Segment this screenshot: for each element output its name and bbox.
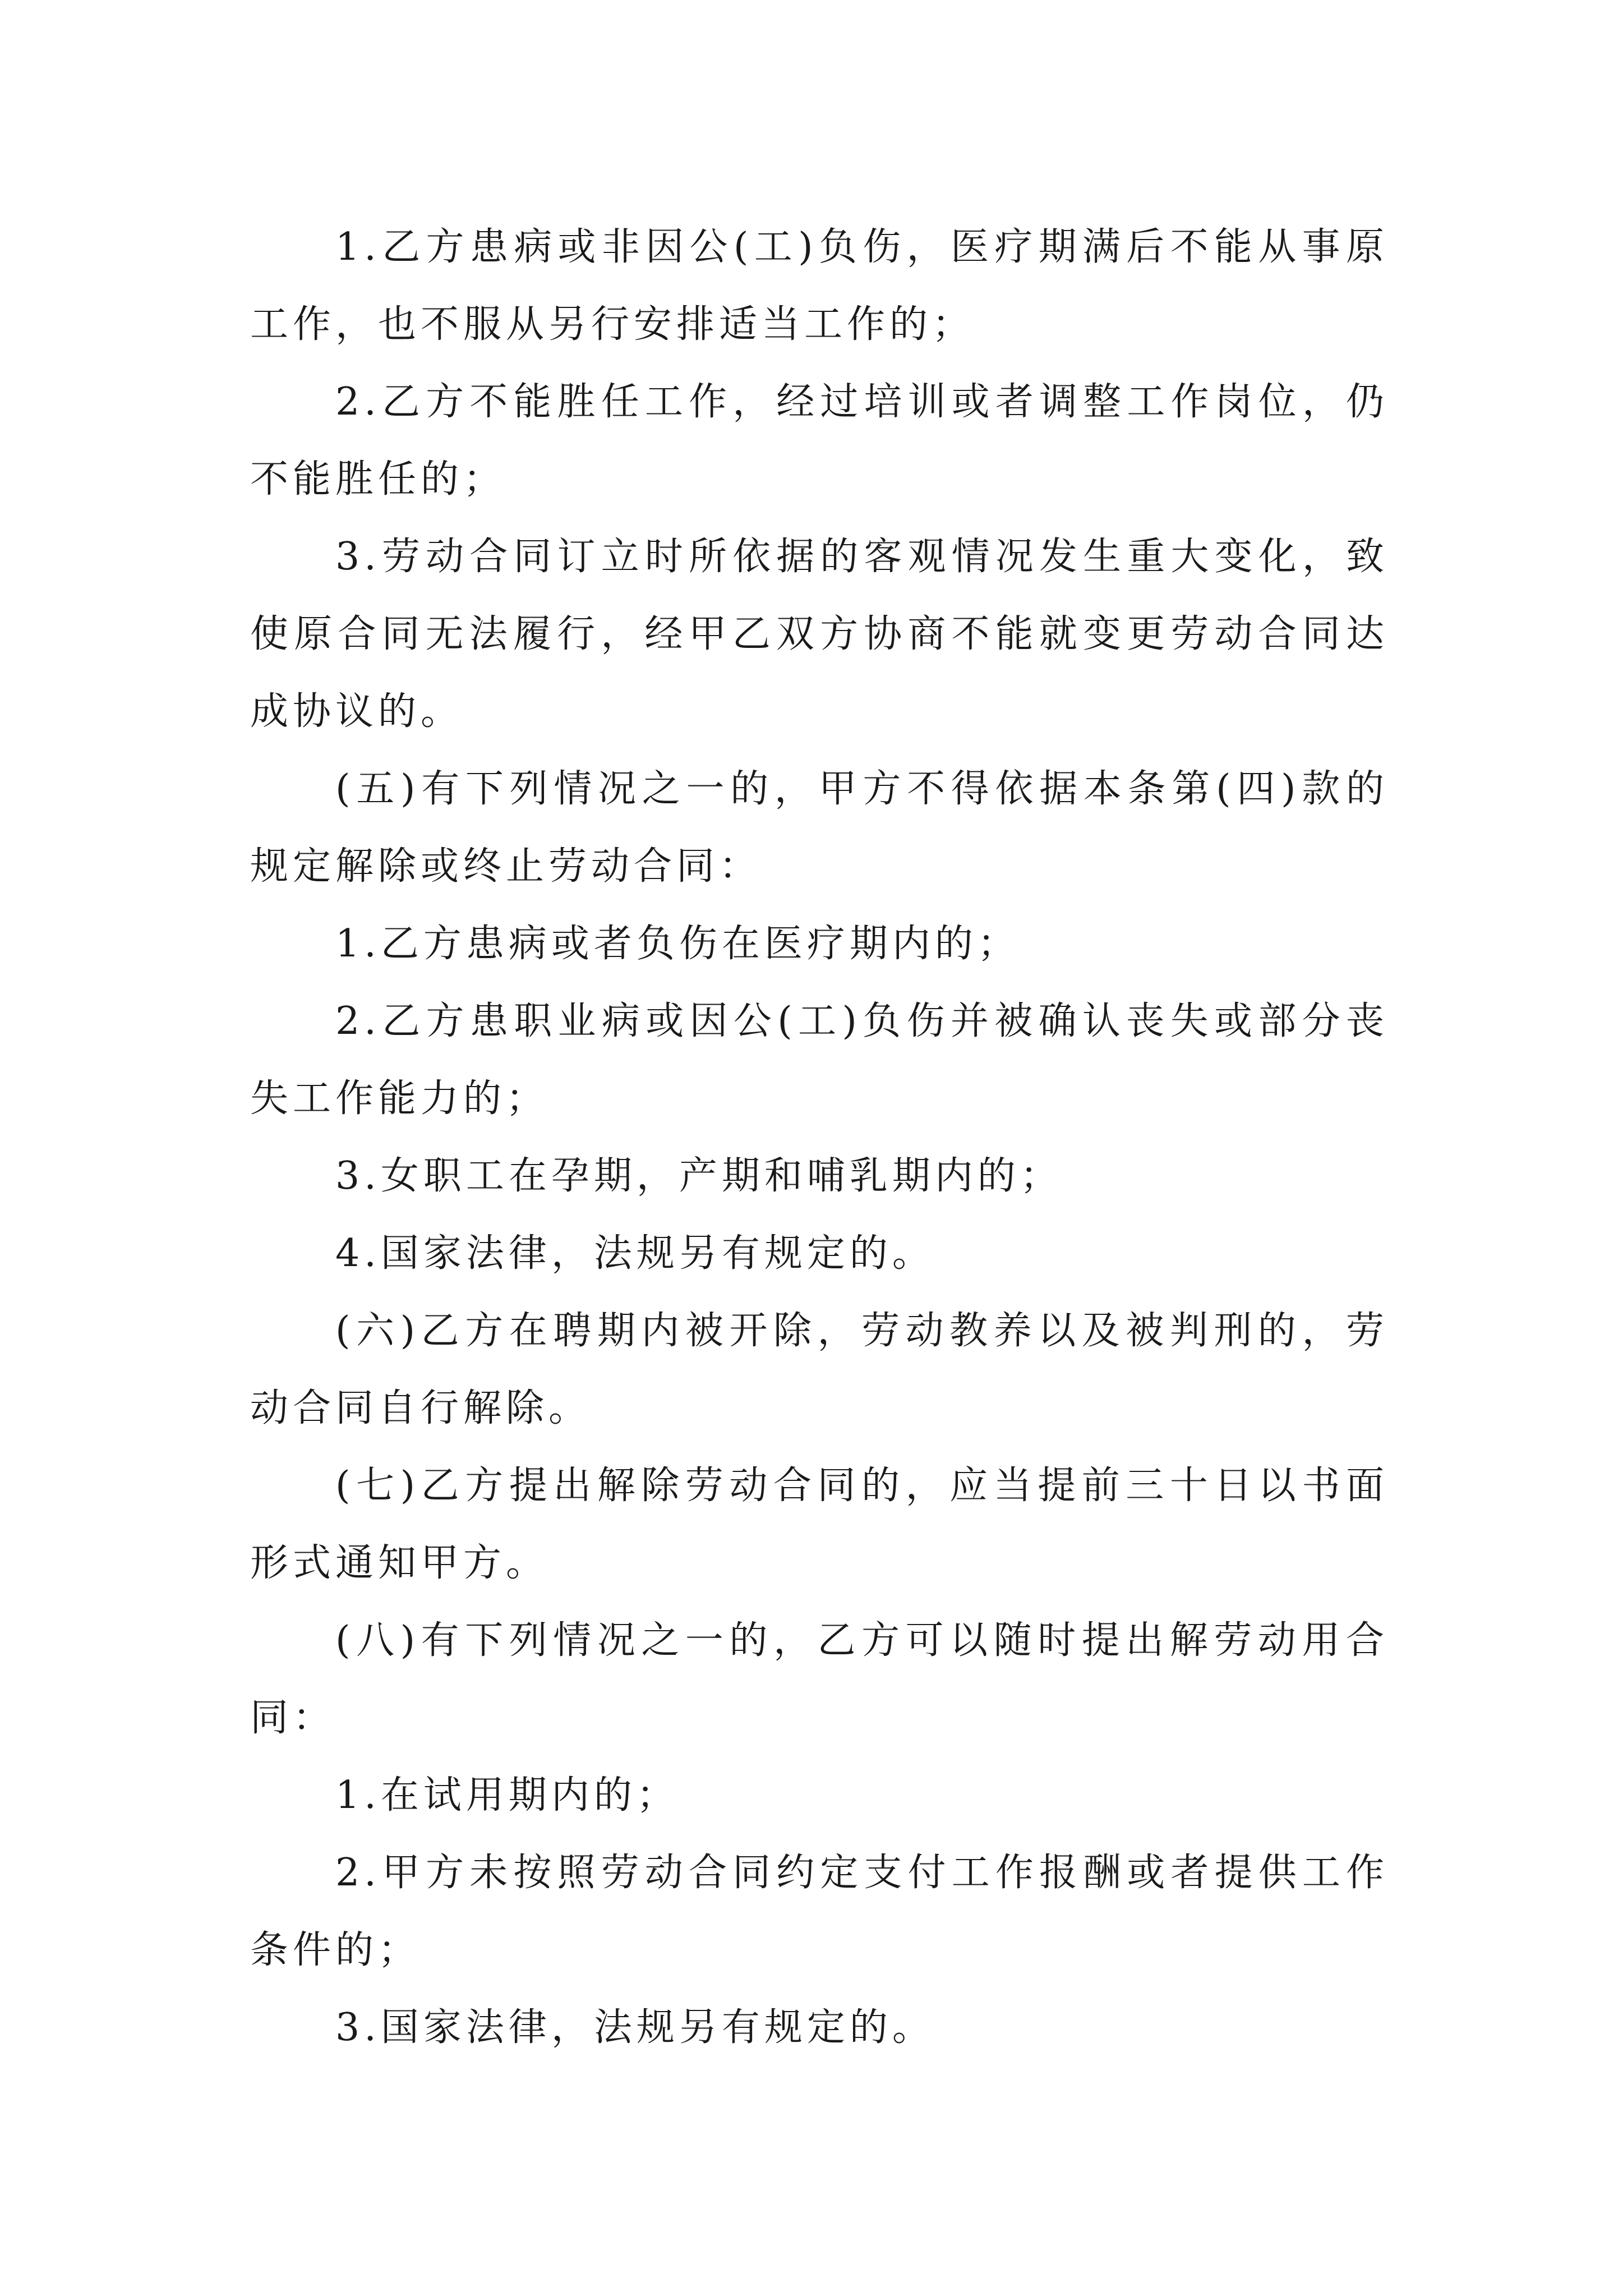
document-body [250,209,1389,2067]
paragraph-9: (六)乙方在聘期内被开除，劳动教养以及被判刑的，劳动合同自行解除。 [250,1309,1389,1430]
paragraph-11: (八)有下列情况之一的，乙方可以随时提出解劳动用合同： [250,1618,1389,1740]
paragraph-3: 3.劳动合同订立时所依据的客观情况发生重大变化，致使原合同无法履行，经甲乙双方协商不能就变更劳动合同达成协议的。 [250,535,1389,734]
paragraph-8: 4.国家法律，法规另有规定的。 [335,1231,935,1276]
paragraph-7: 3.女职工在孕期，产期和哺乳期内的； [335,1154,1063,1198]
paragraph-12: 1.在试用期内的； [335,1773,679,1818]
paragraph-10: (七)乙方提出解除劳动合同的，应当提前三十日以书面形式通知甲方。 [250,1464,1389,1585]
paragraph-4: (五)有下列情况之一的，甲方不得依据本条第(四)款的规定解除或终止劳动合同： [250,767,1389,889]
paragraph-13: 2.甲方未按照劳动合同约定支付工作报酬或者提供工作条件的； [250,1851,1389,1972]
paragraph-2: 2.乙方不能胜任工作，经过培训或者调整工作岗位，仍不能胜任的； [250,380,1389,501]
paragraph-5: 1.乙方患病或者负伤在医疗期内的； [335,922,1020,966]
paragraph-6: 2.乙方患职业病或因公(工)负伤并被确认丧失或部分丧失工作能力的； [250,999,1389,1121]
paragraph-14: 3.国家法律，法规另有规定的。 [335,2005,935,2050]
paragraph-1: 1.乙方患病或非因公(工)负伤，医疗期满后不能从事原工作，也不服从另行安排适当工作的； [250,225,1389,347]
